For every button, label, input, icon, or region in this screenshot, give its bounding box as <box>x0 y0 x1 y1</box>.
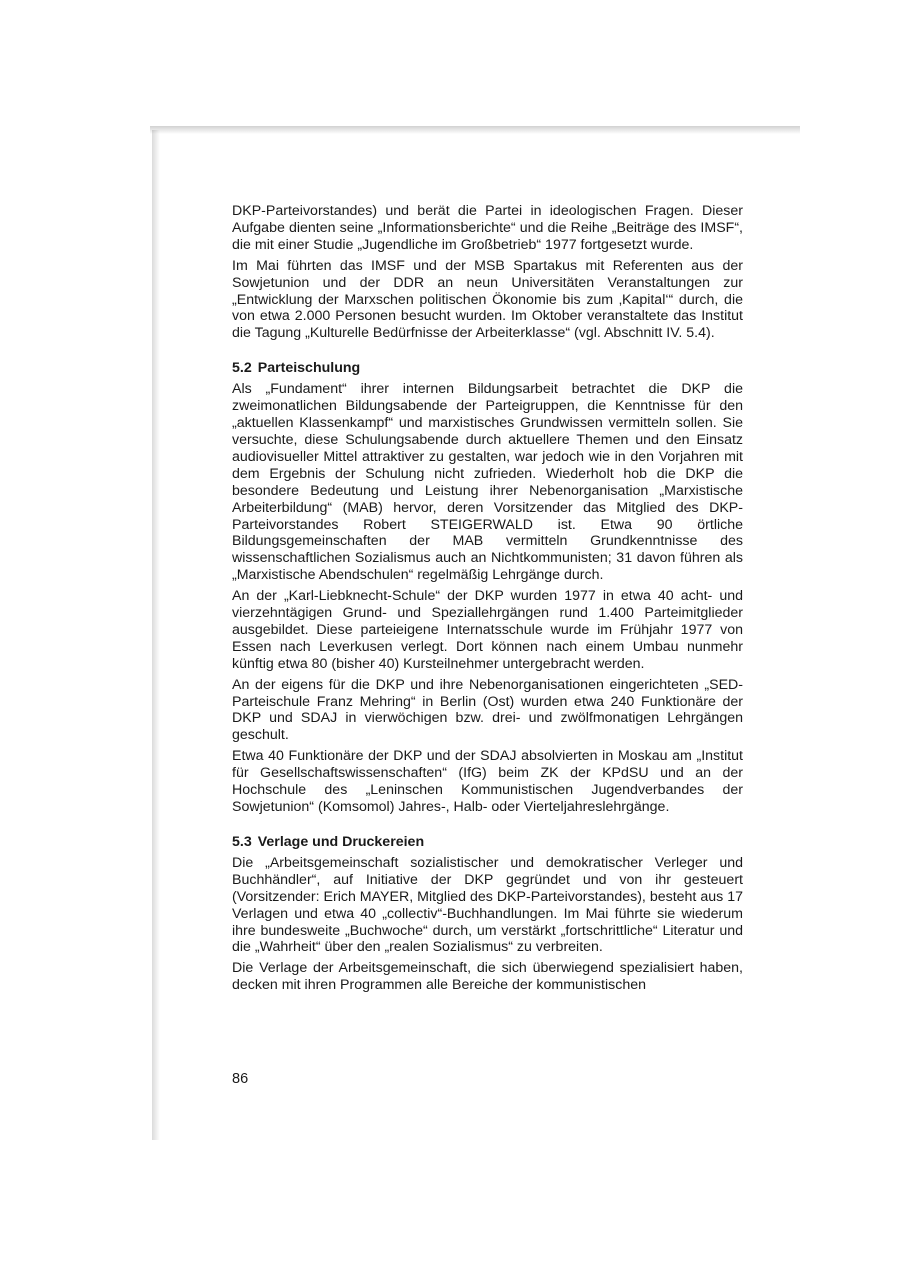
document-page <box>232 203 743 998</box>
section-5-3-paragraph-1: Die „Arbeitsgemeinschaft sozialistischer und demokratischer Verleger und Buchhändler“, auf Initiative der DKP gegründet und von ihr gesteuert (Vorsitzender: Erich MAYER, Mitglied des DKP-Parteivorstandes), besteht aus 17 Verlagen und etwa 40 „collectiv“-Buchhandlungen. Im Mai führte sie wiederum ihre bundesweite „Buchwoche“ durch, um verstärkt „fortschrittliche“ Literatur und die „Wahrheit“ über den „realen Sozialismus“ zu verbreiten. <box>232 854 743 956</box>
section-number: 5.3 <box>232 833 252 850</box>
section-5-2-paragraph-2: An der „Karl-Liebknecht-Schule“ der DKP wurden 1977 in etwa 40 acht- und vierzehntägigen Grund- und Speziallehrgängen rund 1.400 Parteimitglieder ausgebildet. Diese parteieigene Internatsschule wurde im Frühjahr 1977 von Essen nach Leverkusen verlegt. Dort können nach einem Umbau nunmehr künftig etwa 80 (bisher 40) Kursteilnehmer untergebracht werden. <box>232 588 743 672</box>
scan-shadow-left <box>152 130 160 1140</box>
section-5-3-paragraph-2: Die Verlage der Arbeitsgemeinschaft, die sich überwiegend spezialisiert haben, decken mit ihren Programmen alle Bereiche der kommunistischen <box>232 960 743 994</box>
section-heading-5-2 <box>232 360 743 377</box>
section-heading-5-3 <box>232 834 743 851</box>
section-title: Parteischulung <box>257 360 361 377</box>
section-title: Verlage und Druckereien <box>257 833 425 850</box>
intro-paragraph-2: Im Mai führten das IMSF und der MSB Spartakus mit Referenten aus der Sowjetunion und der DDR an neun Universitäten Veranstaltungen zur „Entwicklung der Marxschen politischen Ökonomie bis zum ‚Kapital‘“ durch, die von etwa 2.000 Personen besucht wurden. Im Oktober veranstaltete das Institut die Tagung „Kulturelle Bedürfnisse der Arbeiterklasse“ (vgl. Abschnitt IV. 5.4). <box>232 257 743 342</box>
scan-shadow-top <box>150 126 800 134</box>
page-number: 86 <box>232 1071 249 1087</box>
section-5-2-paragraph-3: An der eigens für die DKP und ihre Nebenorganisationen eingerichteten „SED-Parteischule Franz Mehring“ in Berlin (Ost) wurden etwa 240 Funktionäre der DKP und SDAJ in vierwöchigen bzw. drei- und zwölfmonatigen Lehrgängen geschult. <box>232 676 743 744</box>
section-5-2-paragraph-1: Als „Fundament“ ihrer internen Bildungsarbeit betrachtet die DKP die zweimonatlichen Bildungsabende der Parteigruppen, die Kenntnisse für den „aktuellen Klassenkampf“ und marxistisches Grundwissen vermitteln sollen. Sie versuchte, diese Schulungsabende durch aktuellere Themen und den Einsatz audiovisueller Mittel attraktiver zu gestalten, war jedoch wie in den Vorjahren mit dem Ergebnis der Schulung nicht zufrieden. Wiederholt hob die DKP die besondere Bedeutung und Leistung ihrer Nebenorganisation „Marxistische Arbeiterbildung“ (MAB) hervor, deren Vorsitzender das Mitglied des DKP-Parteivorstandes Robert STEIGERWALD ist. Etwa 90 örtliche Bildungsgemeinschaften der MAB vermitteln Grundkenntnisse des wissenschaftlichen Sozialismus auch an Nichtkommunisten; 31 davon führen als „Marxistische Abendschulen“ regelmäßig Lehrgänge durch. <box>232 381 743 584</box>
section-number: 5.2 <box>232 360 252 377</box>
section-5-2-paragraph-4: Etwa 40 Funktionäre der DKP und der SDAJ absolvierten in Moskau am „Institut für Gesellschaftswissenschaften“ (IfG) beim ZK der KPdSU und an der Hochschule des „Leninschen Kommunistischen Jugendverbandes der Sowjetunion“ (Komsomol) Jahres-, Halb- oder Vierteljahreslehrgänge. <box>232 748 743 815</box>
intro-paragraph-1: DKP-Parteivorstandes) und berät die Partei in ideologischen Fragen. Dieser Aufgabe dienten seine „Informationsberichte“ und die Reihe „Beiträge des IMSF“, die mit einer Studie „Jugendliche im Großbetrieb“ 1977 fortgesetzt wurde. <box>232 203 743 253</box>
